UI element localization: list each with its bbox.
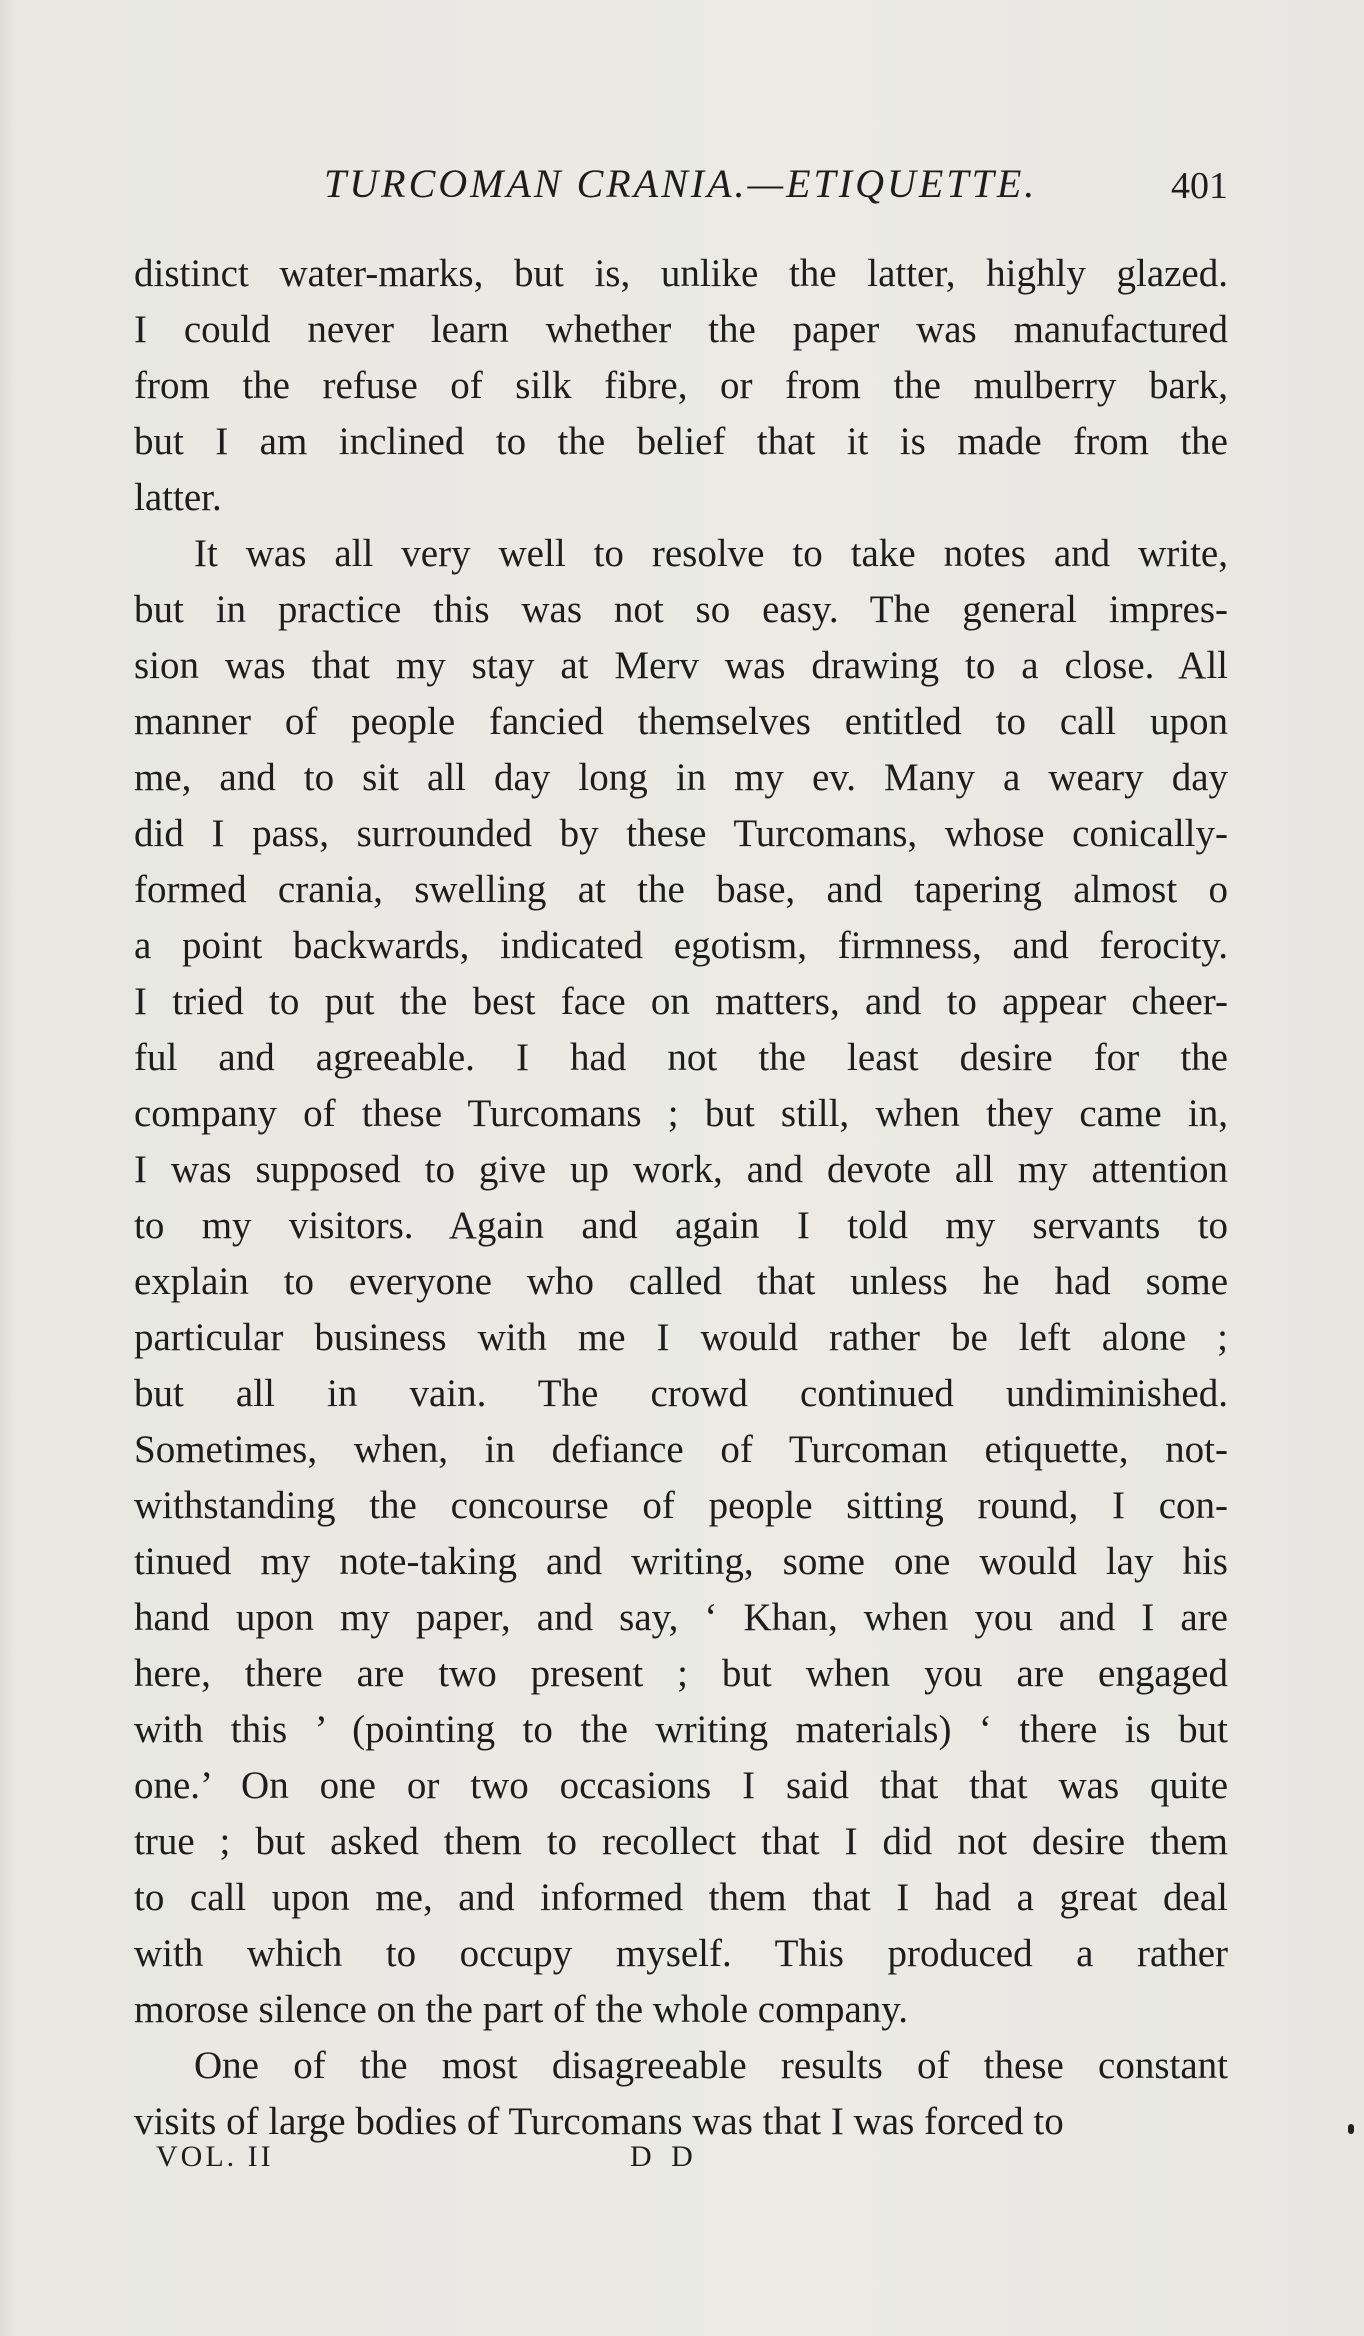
text-line: did I pass, surrounded by these Turcomans, whose conically-	[134, 812, 1228, 855]
gathering-signature: D D	[630, 2140, 699, 2173]
text-line: Sometimes, when, in defiance of Turcoman etiquette, not-	[134, 1428, 1228, 1471]
text-line: true ; but asked them to recollect that I did not desire them	[134, 1820, 1228, 1863]
paragraph	[134, 526, 1228, 2038]
running-title: TURCOMAN CRANIA.—ETIQUETTE.	[324, 161, 1038, 206]
text-line: I could never learn whether the paper was manufactured	[134, 308, 1228, 351]
text-line: I tried to put the best face on matters, and to appear cheer-	[134, 980, 1228, 1023]
text-line: hand upon my paper, and say, ‘ Khan, when you and I are	[134, 1596, 1228, 1639]
text-line: one.’ On one or two occasions I said that that was quite	[134, 1764, 1228, 1807]
volume-signature: VOL. II	[156, 2140, 274, 2173]
text-line: with this ’ (pointing to the writing materials) ‘ there is but	[134, 1708, 1228, 1751]
text-line: company of these Turcomans ; but still, when they came in,	[134, 1092, 1228, 1135]
text-line: to call upon me, and informed them that I had a great deal	[134, 1876, 1228, 1919]
text-line: withstanding the concourse of people sitting round, I con-	[134, 1484, 1228, 1527]
text-line: formed crania, swelling at the base, and tapering almost o	[134, 868, 1228, 911]
text-line: from the refuse of silk fibre, or from the mulberry bark,	[134, 364, 1228, 407]
text-line: latter.	[134, 476, 222, 519]
text-line: manner of people fancied themselves entitled to call upon	[134, 700, 1228, 743]
text-line: me, and to sit all day long in my ev. Many a weary day	[134, 756, 1228, 799]
page-number: 401	[1171, 165, 1228, 207]
text-line: but in practice this was not so easy. The general impres-	[134, 588, 1228, 631]
body-text	[134, 246, 1228, 2150]
text-line: sion was that my stay at Merv was drawing to a close. All	[134, 644, 1228, 687]
text-line: morose silence on the part of the whole company.	[134, 1988, 908, 2031]
text-line: but I am inclined to the belief that it is made from the	[134, 420, 1228, 463]
text-line: with which to occupy myself. This produced a rather	[134, 1932, 1228, 1975]
text-line: here, there are two present ; but when you are engaged	[134, 1652, 1228, 1695]
paragraph	[134, 2038, 1228, 2150]
text-line: explain to everyone who called that unless he had some	[134, 1260, 1228, 1303]
text-line: It was all very well to resolve to take notes and write,	[194, 532, 1228, 575]
page-footer	[134, 2140, 1228, 2180]
text-line: I was supposed to give up work, and devote all my attention	[134, 1148, 1228, 1191]
text-line: One of the most disagreeable results of these constant	[194, 2044, 1228, 2087]
text-line: tinued my note-taking and writing, some one would lay his	[134, 1540, 1228, 1583]
text-line: distinct water-marks, but is, unlike the latter, highly glazed.	[134, 252, 1228, 295]
ink-speck	[1348, 2124, 1354, 2134]
running-header	[134, 160, 1228, 210]
text-line: visits of large bodies of Turcomans was that I was forced to	[134, 2100, 1064, 2143]
paragraph	[134, 246, 1228, 526]
text-line: particular business with me I would rather be left alone ;	[134, 1316, 1228, 1359]
text-line: but all in vain. The crowd continued undiminished.	[134, 1372, 1228, 1415]
text-line: to my visitors. Again and again I told my servants to	[134, 1204, 1228, 1247]
text-line: a point backwards, indicated egotism, firmness, and ferocity.	[134, 924, 1228, 967]
text-line: ful and agreeable. I had not the least desire for the	[134, 1036, 1228, 1079]
